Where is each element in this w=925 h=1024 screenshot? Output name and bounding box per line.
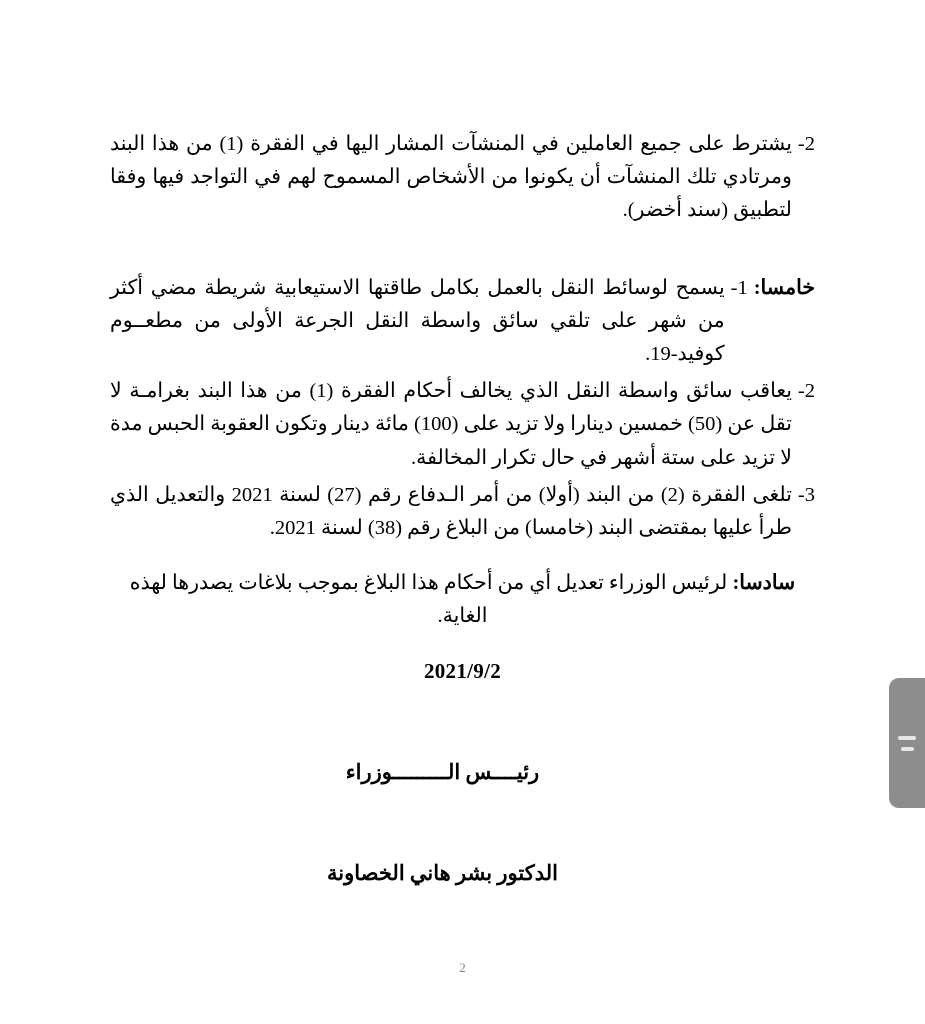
clause-two-number: 2- [797,133,815,155]
section-fifth [110,272,815,546]
section-fifth-item-1 [110,272,815,372]
document-date: 2021/9/2 [423,658,502,683]
section-fifth-item-2-number: 2- [797,380,815,403]
spacer [110,232,815,250]
section-fifth-label: خامسا: [753,276,815,299]
handle-bar-icon [901,747,914,751]
document-body [110,128,815,886]
signature-name: الدكتور بشر هاني الخصاونة [327,860,558,885]
section-sixth-label: سادسا: [732,572,796,595]
clause-two-text: يشترط على جميع العاملين في المنشآت المشار اليها في الفقرة (1) من هذا البند ومرتادي تلك المنشآت أن يكونوا من الأشخاص المسموح لهم في التواجد فيها وفقا لتطبيق (سند أخضر). [110,133,792,222]
section-fifth-item-1-text: يسمح لوسائط النقل بالعمل بكامل طاقتها الاستيعابية شريطة مضي أكثر من شهر على تلقي سائق واسطة النقل الجرعة الأولى من مطعــوم كوفيد-19. [110,276,725,366]
scroll-handle[interactable] [889,678,925,808]
signature-title: رئيــــس الـــــــــوزراء [345,759,540,784]
handle-bar-icon [898,736,916,740]
section-sixth-text: لرئيس الوزراء تعديل أي من أحكام هذا البلاغ بموجب بلاغات يصدرها لهذه الغاية. [129,572,728,628]
section-fifth-item-2 [110,375,815,475]
clause-two [110,128,815,228]
page-number: 2 [459,960,466,975]
section-fifth-item-3-text: تلغى الفقرة (2) من البند (أولا) من أمر الـدفاع رقم (27) لسنة 2021 والتعديل الذي طرأ عليها بمقتضى البند (خامسا) من البلاغ رقم (38) لسنة 2021. [110,483,792,540]
section-fifth-item-1-number: 1- [730,276,748,299]
section-fifth-item-2-text: يعاقب سائق واسطة النقل الذي يخالف أحكام الفقرة (1) من هذا البند بغرامـة لا تقل عن (50) خمسين دينارا ولا تزيد على (100) مائة دينار وتكون العقوبة الحبس مدة لا تزيد على ستة أشهر في حال تكرار المخالفة. [110,380,792,469]
section-fifth-item-3-number: 3- [797,483,815,506]
section-sixth [110,567,815,633]
section-fifth-item-3 [110,479,815,545]
